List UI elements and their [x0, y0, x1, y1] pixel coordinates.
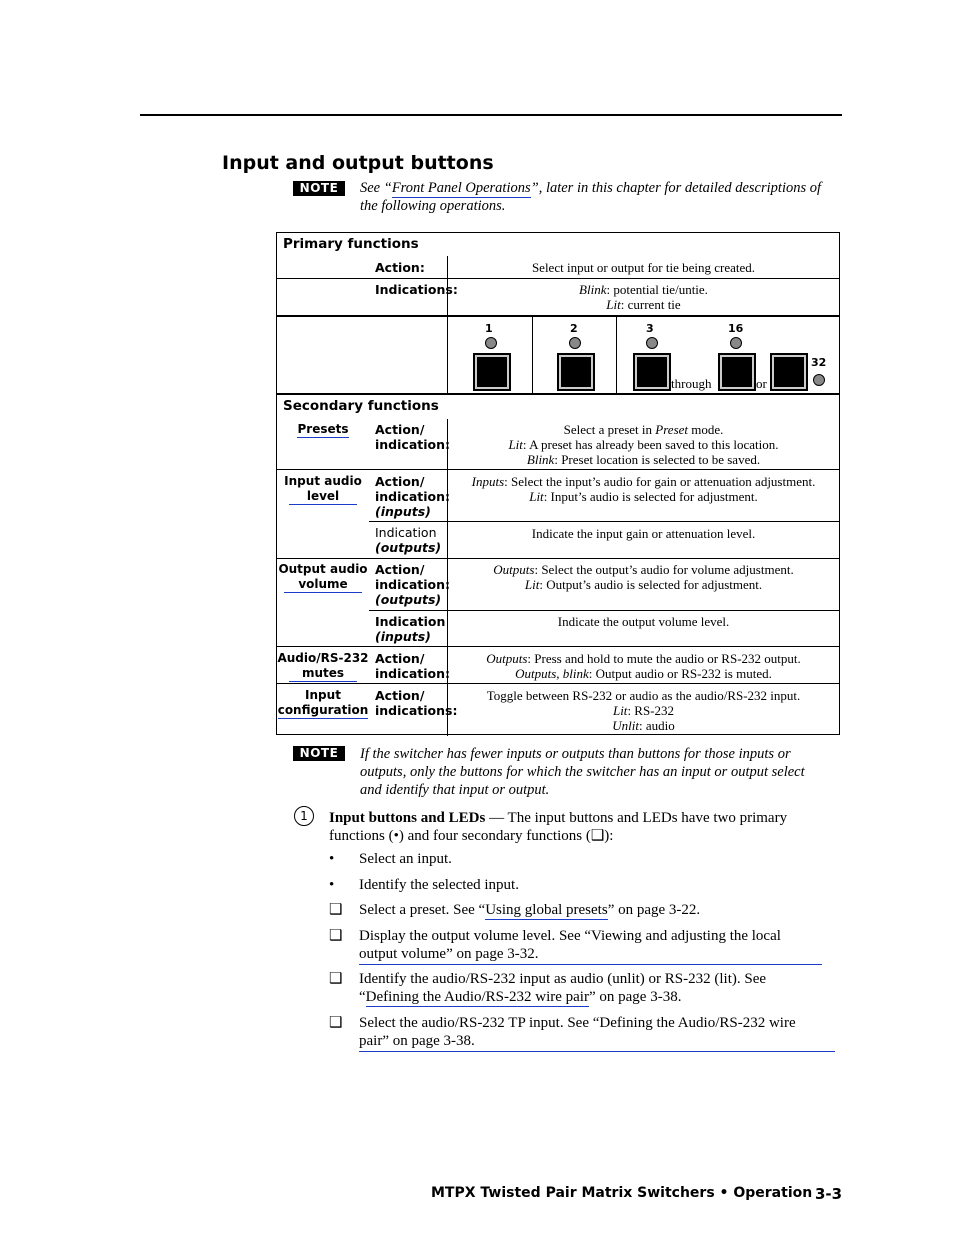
input-audio-line2a: Lit: [529, 489, 544, 504]
output-audio-kind-3: (outputs): [375, 592, 442, 607]
table-rule: [532, 317, 533, 393]
input-audio-line2b: : Input’s audio is selected for adjustment.: [543, 489, 758, 504]
presets-label-text: Presets: [297, 422, 349, 436]
mutes-line1b: : Press and hold to mute the audio or RS-232 output.: [527, 651, 801, 666]
mutes-kind: [375, 651, 450, 681]
note-badge-2: NOTE: [293, 746, 345, 761]
box-mark: ❑: [329, 902, 343, 918]
note-text-line2: the following operations.: [360, 198, 506, 214]
presets-label: [277, 422, 369, 438]
note-text-post: ”, later in this chapter for detailed descriptions of: [530, 180, 822, 196]
presets-line1c: mode.: [688, 422, 724, 437]
note-text-pre: See “: [360, 180, 392, 196]
output-audio-line1b: : Select the output’s audio for volume adjustment.: [534, 562, 794, 577]
footer-title: MTPX Twisted Pair Matrix Switchers • Operation: [431, 1185, 813, 1201]
mutes-label-2: mutes: [289, 666, 357, 682]
box-mark: ❑: [329, 928, 343, 944]
output-audio-kind: [375, 562, 450, 607]
presets-line2a: Lit: [508, 437, 523, 452]
output-audio-sub-kind: [375, 614, 445, 644]
defining-wire-pair-link-2[interactable]: pair” on page 3-38.: [359, 1032, 835, 1052]
mutes-description: [448, 651, 839, 681]
output-audio-label-1: Output audio: [278, 562, 368, 576]
input-audio-description: [448, 474, 839, 504]
presets-description: [448, 422, 839, 467]
action-value: Select input or output for tie being created.: [531, 260, 756, 275]
input-audio-sub-kind-1: Indication: [375, 525, 437, 540]
lit-text: : current tie: [620, 297, 681, 312]
callout-line2: functions (•) and four secondary functions (❑):: [329, 828, 614, 844]
top-rule: [140, 114, 842, 116]
output-audio-kind-2: indication:: [375, 577, 451, 592]
item1-post: ” on page 3-22.: [607, 902, 701, 918]
input-config-kind-1: Action/: [375, 688, 425, 703]
item4-line1: Select the audio/RS-232 TP input. See “Defining the Audio/RS-232 wire: [359, 1015, 796, 1031]
output-audio-line1a: Outputs: [493, 562, 535, 577]
button-number-2: 2: [570, 322, 578, 335]
mutes-label: [277, 651, 369, 682]
item-text: [359, 927, 839, 965]
primary-functions-heading: Primary functions: [283, 236, 419, 252]
output-audio-kind-1: Action/: [375, 562, 425, 577]
mutes-kind-2: indication:: [375, 666, 451, 681]
table-rule: [369, 610, 839, 611]
input-config-line2b: : RS-232: [627, 703, 675, 718]
list-item: [329, 850, 839, 868]
item-text: [359, 901, 839, 919]
input-audio-sub-text: Indicate the input gain or attenuation level.: [531, 526, 756, 541]
front-panel-operations-link[interactable]: Front Panel Operations: [391, 180, 531, 196]
output-audio-label-2: volume: [284, 577, 362, 593]
callout-bold: Input buttons and LEDs: [329, 810, 486, 826]
table-rule: [277, 278, 839, 279]
input-config-line2a: Lit: [612, 703, 628, 718]
presets-kind-2: indication:: [375, 437, 451, 452]
indications-value: [448, 282, 839, 312]
mutes-line1a: Outputs: [486, 651, 528, 666]
list-item: [329, 1014, 839, 1050]
table-rule: [277, 683, 839, 684]
presets-kind-1: Action/: [375, 422, 425, 437]
input-config-line3a: Unlit: [612, 718, 639, 733]
mutes-line2a: Outputs, blink: [515, 666, 589, 681]
action-label: Action:: [375, 260, 425, 275]
note-text: [360, 179, 840, 215]
input-config-label: [277, 688, 369, 719]
blink-term: Blink: [579, 282, 607, 297]
presets-line2b: : A preset has already been saved to this location.: [522, 437, 779, 452]
input-config-label-2: configuration: [277, 703, 369, 717]
output-audio-sub-text: Indicate the output volume level.: [557, 614, 730, 629]
note-2-text: [360, 745, 840, 799]
table-rule: [447, 256, 448, 393]
input-button-32[interactable]: [770, 353, 808, 391]
led-2: [569, 337, 581, 349]
viewing-volume-link[interactable]: output volume” on page 3-32.: [359, 945, 822, 965]
input-audio-line1a: Inputs: [471, 474, 505, 489]
input-button-16[interactable]: [718, 353, 756, 391]
callout-text: [329, 809, 839, 845]
note-badge: NOTE: [293, 181, 345, 196]
input-audio-kind-2: indication:: [375, 489, 451, 504]
table-rule: [277, 393, 839, 395]
input-config-description: [448, 688, 839, 733]
mutes-kind-1: Action/: [375, 651, 425, 666]
input-audio-kind-3: (inputs): [375, 504, 431, 519]
item3-pre: “: [359, 989, 366, 1005]
input-button-1[interactable]: [473, 353, 511, 391]
item2-line1: Display the output volume level. See “Viewing and adjusting the local: [359, 928, 781, 944]
using-global-presets-link[interactable]: Using global presets: [485, 902, 608, 918]
input-audio-kind-1: Action/: [375, 474, 425, 489]
bullet-mark: •: [329, 851, 335, 867]
page-number: 3-3: [815, 1185, 843, 1203]
input-audio-label-2: level: [289, 489, 357, 505]
list-item: [329, 876, 839, 894]
box-mark: ❑: [329, 1015, 343, 1031]
button-number-16: 16: [728, 322, 744, 335]
item3-line1: Identify the audio/RS-232 input as audio (unlit) or RS-232 (lit). See: [359, 971, 767, 987]
input-config-line3b: : audio: [638, 718, 675, 733]
table-rule: [369, 521, 839, 522]
button-number-1: 1: [485, 322, 493, 335]
output-audio-description: [448, 562, 839, 592]
indications-label: Indications:: [375, 282, 458, 297]
led-1: [485, 337, 497, 349]
table-rule: [277, 315, 839, 317]
input-audio-sub-kind-2: (outputs): [375, 540, 442, 555]
blink-text: : potential tie/untie.: [606, 282, 708, 297]
input-audio-kind: [375, 474, 450, 519]
note-2-line3: and identify that input or output.: [360, 782, 550, 798]
functions-table: [276, 232, 840, 735]
or-label: or: [756, 376, 767, 391]
output-audio-line2b: : Output’s audio is selected for adjustment.: [539, 577, 763, 592]
note-2-line1: If the switcher has fewer inputs or outputs than buttons for those inputs or: [360, 746, 791, 762]
note-2-line2: outputs, only the buttons for which the switcher has an input or output select: [360, 764, 805, 780]
presets-kind: [375, 422, 450, 452]
table-rule: [277, 558, 839, 559]
mutes-label-1: Audio/RS-232: [277, 651, 369, 665]
through-label: through: [671, 376, 712, 391]
table-rule: [277, 469, 839, 470]
list-item: [329, 970, 839, 1006]
bullet-text: Identify the selected input.: [359, 877, 519, 893]
led-32: [813, 374, 825, 386]
lit-term: Lit: [606, 297, 621, 312]
button-number-32: 32: [811, 356, 827, 369]
presets-line3b: : Preset location is selected to be saved.: [554, 452, 761, 467]
input-config-kind-2: indications:: [375, 703, 458, 718]
button-number-3: 3: [646, 322, 654, 335]
input-audio-sub-kind: [375, 525, 441, 555]
input-config-label-1: Input: [305, 688, 341, 702]
table-rule: [277, 646, 839, 647]
input-audio-label: [277, 474, 369, 505]
output-audio-label: [277, 562, 369, 593]
bullet-text: Select an input.: [359, 851, 452, 867]
item3-post: ” on page 3-38.: [588, 989, 682, 1005]
output-audio-sub-kind-1: Indication: [375, 614, 446, 629]
list-item: [329, 927, 839, 963]
item-text: [359, 1014, 839, 1052]
input-config-line1: Toggle between RS-232 or audio as the audio/RS-232 input.: [486, 688, 801, 703]
item-text: [359, 970, 839, 1006]
input-button-3[interactable]: [633, 353, 671, 391]
bullet-mark: •: [329, 877, 335, 893]
input-audio-label-1: Input audio: [284, 474, 362, 488]
output-audio-line2a: Lit: [524, 577, 540, 592]
box-mark: ❑: [329, 971, 343, 987]
output-audio-sub-kind-2: (inputs): [375, 629, 431, 644]
defining-wire-pair-link[interactable]: Defining the Audio/RS-232 wire pair: [365, 989, 589, 1005]
callout-number: 1: [294, 806, 314, 826]
led-16: [730, 337, 742, 349]
table-rule: [616, 317, 617, 393]
callout-rest: — The input buttons and LEDs have two primary: [485, 810, 788, 826]
item1-pre: Select a preset. See “: [359, 902, 486, 918]
presets-line1b: Preset: [655, 422, 689, 437]
presets-line1a: Select a preset in: [563, 422, 656, 437]
list-item: [329, 901, 839, 919]
led-3: [646, 337, 658, 349]
mutes-line2b: : Output audio or RS-232 is muted.: [588, 666, 772, 681]
input-config-kind: [375, 688, 457, 718]
secondary-functions-heading: Secondary functions: [283, 398, 439, 414]
input-button-2[interactable]: [557, 353, 595, 391]
input-audio-line1b: : Select the input’s audio for gain or attenuation adjustment.: [504, 474, 816, 489]
presets-line3a: Blink: [526, 452, 555, 467]
section-heading: Input and output buttons: [222, 152, 494, 174]
